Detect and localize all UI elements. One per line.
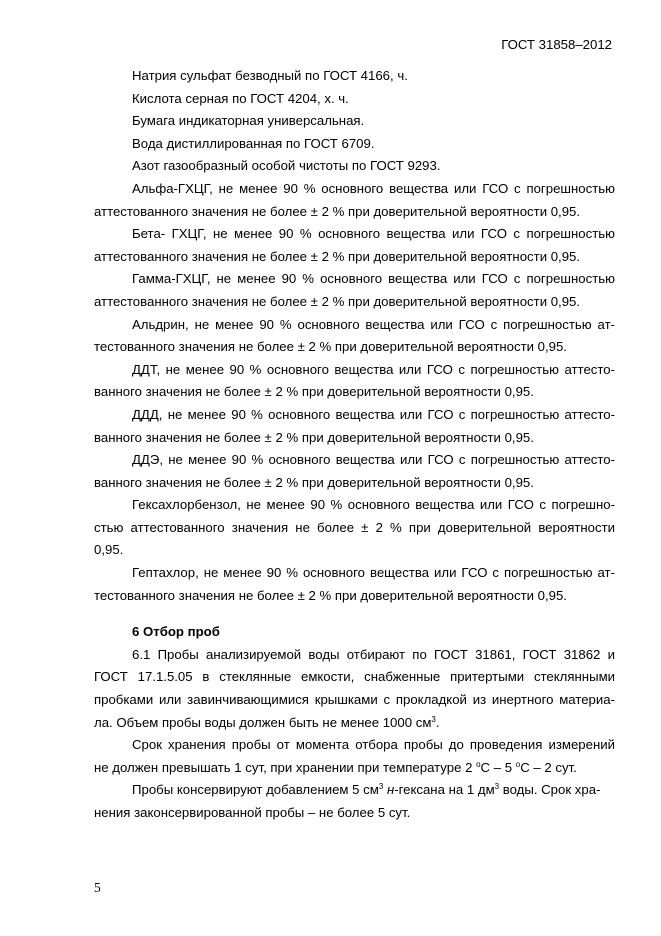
section-p2-line [94,757,615,780]
section-title: 6 Отбор проб [132,624,220,640]
para-ddt-line: ДДТ, не менее 90 % основного вещества или ГСО с погрешностью аттесто- [132,361,615,377]
para-dde-line: ванного значения не более ± 2 % при доверительной вероятности 0,95. [94,474,534,490]
para-ddd-line: ванного значения не более ± 2 % при доверительной вероятности 0,95. [94,429,534,445]
para-alpha-line: Альфа-ГХЦГ, не менее 90 % основного вещества или ГСО с погрешностью [132,180,615,196]
superscript: 3 [378,782,384,792]
para-gamma-line: Гамма-ГХЦГ, не менее 90 % основного вещества или ГСО с погрешностью [132,271,615,287]
para-beta-line: Бета- ГХЦГ, не менее 90 % основного вещества или ГСО с погрешностью [132,226,615,242]
text-run: воды. Срок хра- [499,782,601,798]
italic-run: н [386,782,395,798]
page-content [94,65,615,825]
section-p1-line: ГОСТ 17.1.5.05 в стеклянные емкости, снабженные притертыми стеклянными [94,669,615,685]
reagent-line: Азот газообразный особой чистоты по ГОСТ 9293. [132,158,441,174]
para-heptachlor-line: тестованного значения не более ± 2 % при доверительной вероятности 0,95. [94,587,567,603]
degree-sign: о [476,759,481,769]
section-p1-line: пробками или завинчивающимися крышками с прокладкой из инертного материа- [94,692,615,708]
text-run: не должен превышать 1 сут, при хранении при температуре 2 [94,759,477,775]
text-run: ла. Объем пробы воды должен быть не менее 1000 см [94,714,432,730]
para-ddd-line: ДДД, не менее 90 % основного вещества или ГСО с погрешностью аттесто- [132,406,615,422]
para-ddt-line: ванного значения не более ± 2 % при доверительной вероятности 0,95. [94,384,534,400]
degree-sign: о [515,759,521,769]
para-dde-line: ДДЭ, не менее 90 % основного вещества или ГСО с погрешностью аттесто- [132,452,615,468]
section-p2-line: Срок хранения пробы от момента отбора пробы до проведения измерений [132,737,615,753]
para-hcb-line: стью аттестованного значения не более ± 2 % при доверительной вероятности [94,519,615,535]
document-header: ГОСТ 31858–2012 [501,37,612,52]
section-p3-line: нения законсервированной пробы – не более 5 сут. [94,805,411,820]
para-heptachlor-line: Гептахлор, не менее 90 % основного вещества или ГСО с погрешностью ат- [132,565,615,581]
section-p1-line: 6.1 Пробы анализируемой воды отбирают по ГОСТ 31861, ГОСТ 31862 и [132,646,615,662]
para-hcb-line: Гексахлорбензол, не менее 90 % основного вещества или ГСО с погрешно- [132,497,615,513]
text-run: -гексана на 1 дм [394,782,495,798]
superscript: 3 [431,714,436,724]
reagent-line: Бумага индикаторная универсальная. [132,113,365,129]
superscript: 3 [494,782,500,792]
text-run: Пробы консервируют добавлением 5 см [132,782,379,798]
section-p1-line [94,712,615,735]
para-aldrin-line: тестованного значения не более ± 2 % при доверительной вероятности 0,95. [94,339,567,355]
text-run: С – 2 сут. [520,759,577,775]
page-number: 5 [94,880,101,895]
para-hcb-line: 0,95. [94,542,124,558]
text-run: . [435,714,440,730]
text-run: С – 5 [480,759,516,775]
section-p3-line [94,779,615,802]
reagent-line: Натрия сульфат безводный по ГОСТ 4166, ч. [132,68,408,83]
reagent-line: Вода дистиллированная по ГОСТ 6709. [132,135,375,151]
para-gamma-line: аттестованного значения не более ± 2 % при доверительной вероятности 0,95. [94,293,581,309]
para-alpha-line: аттестованного значения не более ± 2 % при доверительной вероятности 0,95. [94,203,581,219]
reagent-line: Кислота серная по ГОСТ 4204, х. ч. [132,90,349,106]
para-beta-line: аттестованного значения не более ± 2 % при доверительной вероятности 0,95. [94,248,581,264]
para-aldrin-line: Альдрин, не менее 90 % основного вещества или ГСО с погрешностью ат- [132,316,615,332]
